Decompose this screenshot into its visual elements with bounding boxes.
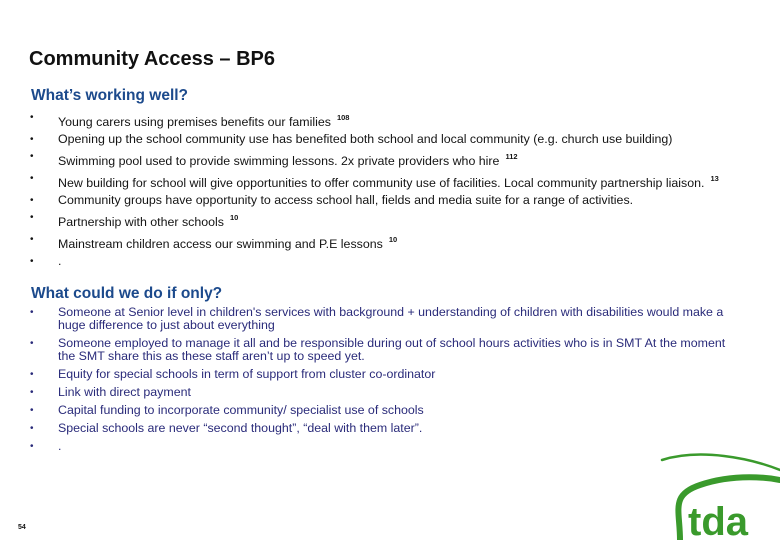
bullet-icon: • [30,112,34,123]
list-item: • Swimming pool used to provide swimming lessons. 2x private providers who hire $^{112}$ [30,151,518,168]
bullet-icon: • [30,405,34,416]
list-item: • Someone employed to manage it all and be responsible during out of school hours activities who is in SMT At the moment the SMT share this as these staff aren’t up to speed yet. [30,336,726,363]
slide-title: Community Access – BP6 [29,48,276,70]
bullet-icon: • [30,134,34,145]
list-item: • Equity for special schools in term of support from cluster co-ordinator [30,367,436,381]
logo-text: tda [688,500,748,540]
list-item: • . [30,439,62,453]
bullet-icon: • [30,173,34,184]
bullet-icon: • [30,369,34,380]
bullet-icon: • [30,256,34,267]
list-item: • Capital funding to incorporate community/ specialist use of schools [30,403,424,417]
section-heading-working-well: What’s working well? [31,87,189,104]
logo-swoosh-inner [662,455,780,470]
working-well-list [30,111,742,272]
list-item: • Young carers using premises benefits our families $^{108}$ [30,112,350,129]
list-item: • Opening up the school community use has benefited both school and local community (e.g. church use building) [30,132,673,146]
bullet-icon: • [30,387,34,398]
reference-number: 112 [505,152,518,161]
bullet-icon: • [30,441,34,452]
tda-logo [640,440,780,540]
list-item: • Someone at Senior level in children's services with background + understanding of children with disabilities would make a huge difference to just about everything [30,305,724,332]
reference-number: 10 [229,213,239,222]
list-item: • Mainstream children access our swimming and P.E lessons $^{10}$ [30,234,398,251]
reference-number: 10 [388,235,398,244]
list-item: • Link with direct payment [30,385,191,399]
bullet-icon: • [30,195,34,206]
bullet-icon: • [30,423,34,434]
section-heading-if-only: What could we do if only? [31,285,223,302]
bullet-icon: • [30,234,34,245]
list-item: • New building for school will give opportunities to offer community use of facilities. Local community partnership liaison. $^{13}$ [30,173,719,190]
list-item: • Special schools are never “second thought”, “deal with them later”. [30,421,423,435]
reference-number: 13 [710,174,719,183]
list-item: • . [30,254,62,268]
bullet-icon: • [30,212,34,223]
bullet-icon: • [30,307,34,318]
page-number: 54 [18,524,26,531]
list-item: • Community groups have opportunity to access school hall, fields and media suite for a range of activities. [30,193,634,207]
bullet-icon: • [30,151,34,162]
list-item: • Partnership with other schools $^{10}$ [30,212,239,229]
if-only-list [30,306,742,458]
bullet-icon: • [30,338,34,349]
reference-number: 108 [336,113,350,122]
